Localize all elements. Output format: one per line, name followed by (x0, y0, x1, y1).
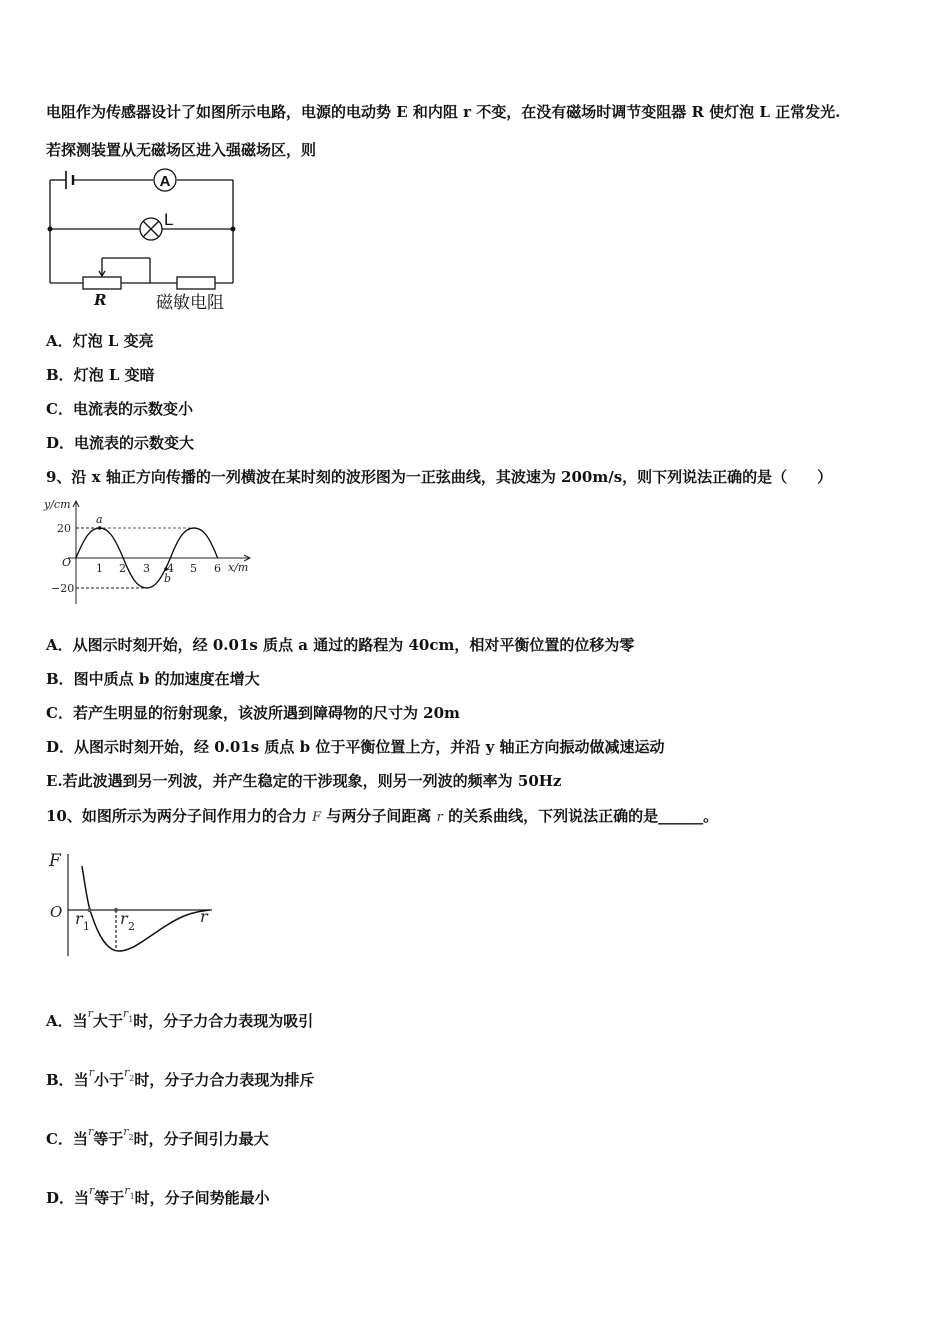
force-ylabel: F (49, 851, 61, 871)
force-chart (44, 846, 224, 961)
q9-option-d: D．从图示时刻开始，经 0.01s 质点 b 位于平衡位置上方，并沿 y 轴正方向振动做减速运动 (46, 738, 665, 756)
wave-xlabel: x/m (228, 561, 249, 574)
q10-option-d: D．当$^r$等于$^{r1}$时，分子间势能最小 (46, 1184, 270, 1207)
lamp-label: L (164, 210, 174, 229)
q8-option-a: A．灯泡 L 变亮 (46, 332, 154, 350)
q9-option-c: C．若产生明显的衍射现象，该波所遇到障碍物的尺寸为 20m (46, 704, 460, 722)
wave-xtick-2: 2 (119, 562, 126, 575)
q10-option-b: B．当$^r$小于$^{r2}$时，分子力合力表现为排斥 (46, 1066, 315, 1089)
force-r1-sub: 1 (83, 920, 90, 933)
q10-option-c: C．当$^r$等于$^{r2}$时，分子间引力最大 (46, 1125, 269, 1148)
wave-ylabel: y/cm (44, 498, 71, 511)
force-r1-label: r (75, 909, 83, 928)
q9-option-e: E.若此波遇到另一列波，并产生稳定的干涉现象，则另一列波的频率为 50Hz (46, 772, 562, 790)
q9-stem: 9、沿 x 轴正方向传播的一列横波在某时刻的波形图为一正弦曲线，其波速为 200m/s，则下列说法正确的是（ ） (46, 468, 833, 486)
q10-stem-mid: 与两分子间距离 (326, 807, 432, 825)
q10-stem-suffix: 的关系曲线，下列说法正确的是______。 (448, 807, 719, 825)
q8-option-b: B．灯泡 L 变暗 (46, 366, 155, 384)
force-curve (82, 866, 210, 951)
q10-stem-prefix: 10、如图所示为两分子间作用力的合力 (46, 807, 307, 825)
wave-ytick-20: 20 (57, 522, 71, 535)
wave-origin: O (62, 556, 72, 569)
wave-ytick-neg20: −20 (51, 582, 75, 595)
force-r2-sub: 2 (128, 920, 135, 933)
force-r2-label: r (120, 909, 128, 928)
ammeter-label: A (159, 173, 171, 190)
point-a-marker (98, 526, 102, 530)
wave-point-b: b (164, 572, 172, 585)
q10-stem (46, 806, 718, 828)
r2-marker (114, 908, 118, 912)
wave-xtick-5: 5 (190, 562, 197, 575)
q9-option-b: B．图中质点 b 的加速度在增大 (46, 670, 260, 688)
wave-xtick-3: 3 (143, 562, 150, 575)
wave-xtick-4: 4 (167, 562, 174, 575)
wave-xtick-1: 1 (96, 562, 103, 575)
wave-xtick-6: 6 (214, 562, 221, 575)
wave-chart (40, 496, 260, 606)
force-origin: O (50, 903, 63, 921)
q8-stem-line2: 若探测装置从无磁场区进入强磁场区，则 (46, 141, 317, 159)
q10-stem-r: r (436, 810, 443, 825)
q8-option-c: C．电流表的示数变小 (46, 400, 193, 418)
rheostat-label: R (94, 291, 107, 309)
sensor-label: 磁敏电阻 (156, 293, 224, 313)
q8-option-d: D．电流表的示数变大 (46, 434, 195, 452)
force-xlabel: r (200, 907, 208, 926)
wave-point-a: a (96, 513, 103, 526)
q10-option-a: A．当$^r$大于$^{r1}$时，分子力合力表现为吸引 (46, 1007, 314, 1030)
q9-option-a: A．从图示时刻开始，经 0.01s 质点 a 通过的路程为 40cm，相对平衡位置的位移为零 (46, 636, 635, 654)
q8-stem-line1: 电阻作为传感器设计了如图所示电路，电源的电动势 E 和内阻 r 不变，在没有磁场时调节变阻器 R 使灯泡 L 正常发光. (46, 103, 841, 121)
circuit-diagram (40, 168, 250, 318)
q10-stem-f: F (312, 810, 322, 825)
r1-marker (87, 908, 91, 912)
